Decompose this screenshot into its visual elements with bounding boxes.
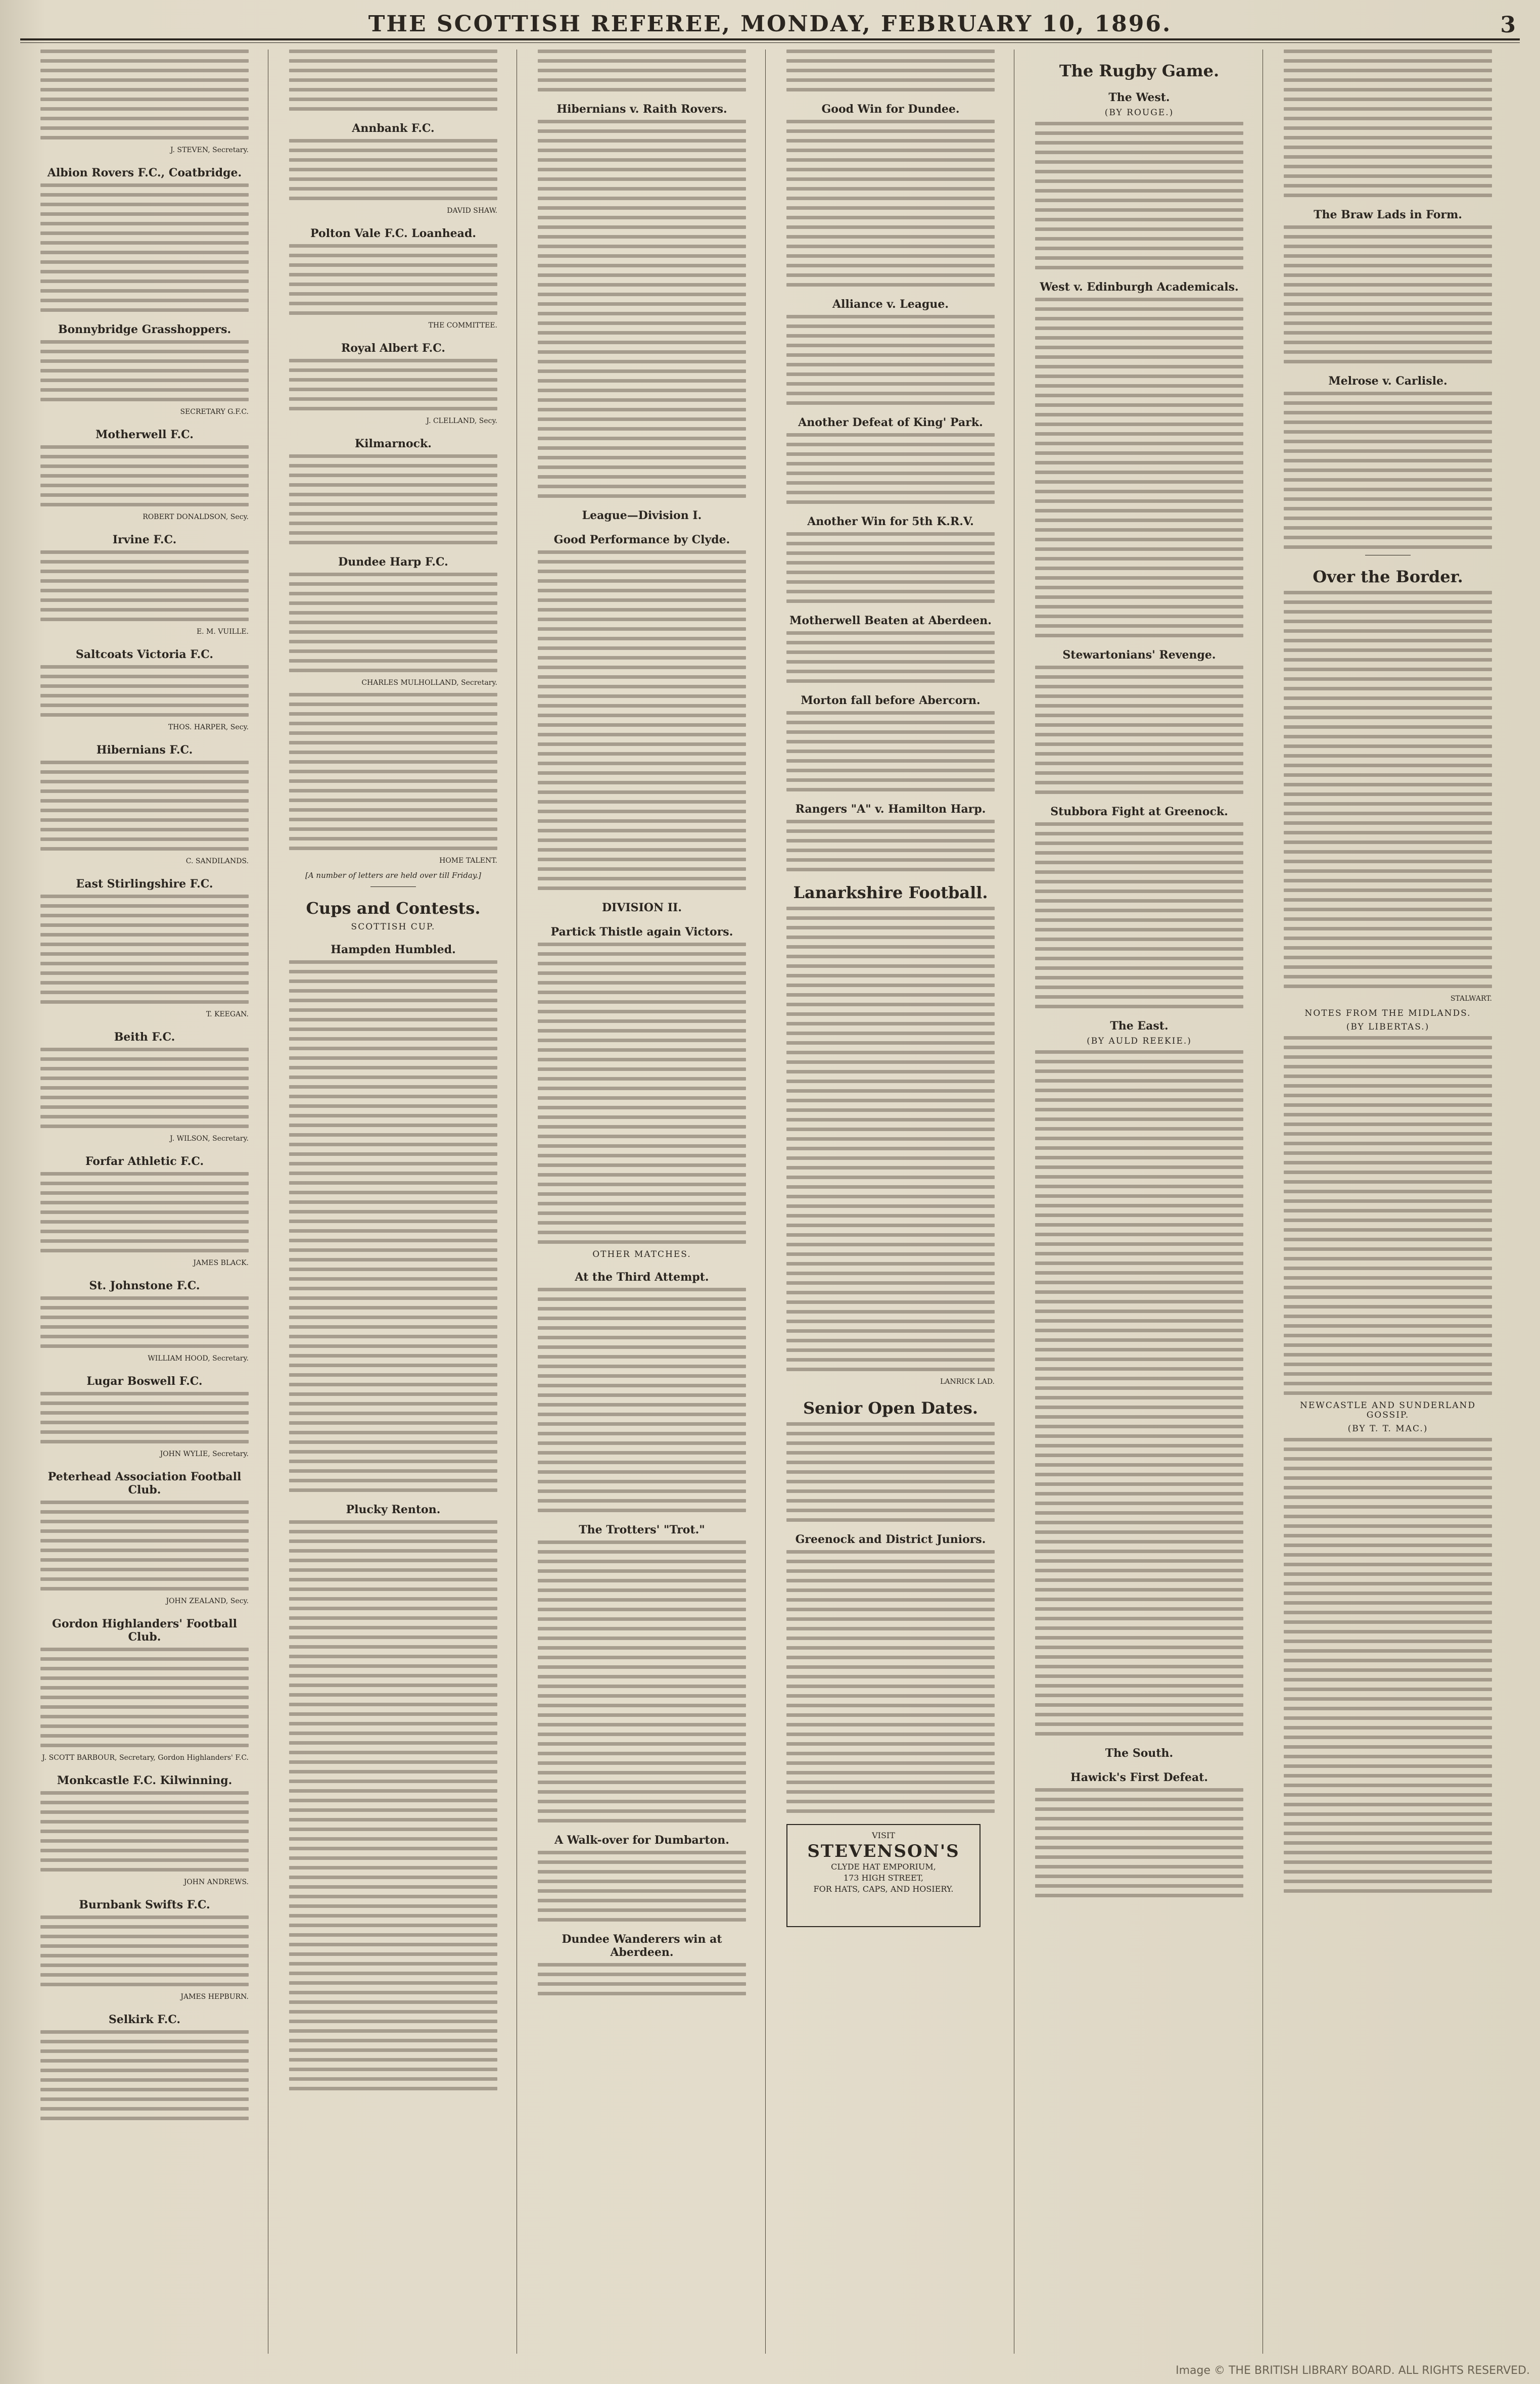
column-1 bbox=[40, 50, 249, 2354]
byline: (BY AULD REEKIE.) bbox=[1087, 1036, 1192, 1046]
column-5 bbox=[1035, 50, 1243, 2354]
section-title: Cups and Contests. bbox=[306, 899, 481, 918]
text-block bbox=[786, 907, 995, 1371]
byline: (BY T. T. MAC.) bbox=[1347, 1424, 1428, 1434]
text-block bbox=[1284, 225, 1492, 363]
section-heading: Stewartonians' Revenge. bbox=[1062, 648, 1216, 662]
section-title: Lanarkshire Football. bbox=[793, 883, 988, 902]
section-heading: Irvine F.C. bbox=[112, 533, 177, 546]
section-heading: Kilmarnock. bbox=[355, 437, 432, 450]
byline: (BY ROUGE.) bbox=[1104, 108, 1174, 118]
text-block bbox=[289, 244, 497, 315]
section-heading: Hampden Humbled. bbox=[331, 943, 456, 956]
text-block bbox=[40, 1501, 249, 1591]
copyright-notice: Image © THE BRITISH LIBRARY BOARD. ALL RIGHTS RESERVED. bbox=[1176, 2364, 1530, 2377]
section-heading: Lugar Boswell F.C. bbox=[86, 1375, 203, 1388]
section-heading: Royal Albert F.C. bbox=[341, 342, 446, 355]
note: [A number of letters are held over till Friday.] bbox=[305, 871, 481, 880]
section-heading: Gordon Highlanders' Football Club. bbox=[52, 1617, 237, 1644]
section-heading: Good Performance by Clyde. bbox=[553, 533, 730, 546]
section-heading: Dundee Wanderers win at Aberdeen. bbox=[562, 1933, 722, 1959]
text-block bbox=[786, 1550, 995, 1813]
column-2 bbox=[289, 50, 497, 2354]
text-block bbox=[538, 550, 746, 890]
text-block bbox=[40, 761, 249, 851]
signature: C. SANDILANDS. bbox=[185, 857, 249, 865]
text-block bbox=[289, 139, 497, 200]
text-block bbox=[40, 550, 249, 621]
signature: THOS. HARPER, Secy. bbox=[168, 723, 249, 731]
text-block bbox=[786, 711, 995, 791]
masthead bbox=[20, 9, 1520, 40]
byline: (BY LIBERTAS.) bbox=[1346, 1022, 1430, 1032]
section-heading: Burnbank Swifts F.C. bbox=[79, 1898, 210, 1911]
text-block bbox=[1035, 666, 1243, 794]
section-heading: Peterhead Association Football Club. bbox=[48, 1470, 242, 1497]
section-heading: Another Defeat of King' Park. bbox=[798, 416, 983, 429]
text-block bbox=[538, 1851, 746, 1922]
text-block bbox=[538, 1963, 746, 1995]
text-block bbox=[40, 1296, 249, 1348]
text-block bbox=[289, 454, 497, 544]
text-block bbox=[538, 943, 746, 1244]
section-heading: Hibernians v. Raith Rovers. bbox=[556, 103, 727, 116]
page-number: 3 bbox=[1500, 12, 1516, 38]
section-heading: Dundee Harp F.C. bbox=[338, 555, 448, 569]
section-title: Senior Open Dates. bbox=[803, 1398, 978, 1418]
text-block bbox=[1284, 1438, 1492, 1893]
signature: CHARLES MULHOLLAND, Secretary. bbox=[361, 679, 497, 687]
text-block bbox=[538, 1540, 746, 1822]
signature: E. M. VUILLE. bbox=[196, 628, 249, 636]
text-block bbox=[786, 532, 995, 603]
section-heading: The Braw Lads in Form. bbox=[1314, 208, 1462, 221]
ad-line: 173 HIGH STREET, bbox=[843, 1873, 924, 1883]
signature: LANRICK LAD. bbox=[940, 1378, 995, 1386]
text-block bbox=[1284, 50, 1492, 197]
section-heading: Hibernians F.C. bbox=[96, 743, 193, 757]
section-heading: Good Win for Dundee. bbox=[821, 103, 960, 116]
text-block bbox=[40, 1392, 249, 1443]
text-block bbox=[40, 445, 249, 506]
column-6 bbox=[1284, 50, 1492, 2354]
text-block bbox=[1284, 1036, 1492, 1395]
column-3 bbox=[538, 50, 746, 2354]
signature: DAVID SHAW. bbox=[447, 207, 497, 215]
text-block bbox=[289, 359, 497, 410]
signature: J. STEVEN, Secretary. bbox=[170, 146, 249, 154]
signature: THE COMMITTEE. bbox=[428, 321, 497, 330]
text-block bbox=[1035, 298, 1243, 637]
text-block bbox=[786, 50, 995, 91]
section-heading: Beith F.C. bbox=[114, 1031, 175, 1044]
text-block bbox=[289, 960, 497, 1492]
text-block bbox=[40, 665, 249, 717]
section-heading: Albion Rovers F.C., Coatbridge. bbox=[47, 166, 242, 179]
section-heading: Another Win for 5th K.R.V. bbox=[807, 515, 974, 528]
signature: HOME TALENT. bbox=[439, 857, 497, 865]
section-heading: DIVISION II. bbox=[601, 901, 682, 914]
section-heading: The East. bbox=[1110, 1019, 1169, 1033]
advertisement-box bbox=[786, 1824, 981, 1927]
masthead-title: THE SCOTTISH REFEREE, MONDAY, FEBRUARY 10, 1896. bbox=[368, 11, 1172, 37]
section-heading: St. Johnstone F.C. bbox=[89, 1279, 200, 1292]
signature: WILLIAM HOOD, Secretary. bbox=[148, 1354, 249, 1363]
section-heading: At the Third Attempt. bbox=[575, 1271, 709, 1284]
ad-visit: VISIT bbox=[872, 1831, 895, 1840]
column-4 bbox=[786, 50, 995, 2354]
text-block bbox=[1035, 1788, 1243, 1897]
text-block bbox=[40, 895, 249, 1004]
section-heading: League—Division I. bbox=[582, 509, 702, 522]
text-block bbox=[40, 183, 249, 312]
ad-line: FOR HATS, CAPS, AND HOSIERY. bbox=[813, 1884, 954, 1894]
text-block bbox=[40, 340, 249, 401]
signature: J. CLELLAND, Secy. bbox=[426, 417, 497, 425]
section-heading: Plucky Renton. bbox=[346, 1503, 441, 1516]
text-block bbox=[40, 2030, 249, 2120]
signature: ROBERT DONALDSON, Secy. bbox=[143, 513, 249, 521]
section-heading: Morton fall before Abercorn. bbox=[801, 694, 981, 707]
text-block bbox=[1284, 392, 1492, 549]
text-block bbox=[1284, 591, 1492, 988]
signature: J. WILSON, Secretary. bbox=[170, 1135, 249, 1143]
section-subtitle: NEWCASTLE AND SUNDERLAND GOSSIP. bbox=[1299, 1400, 1476, 1420]
text-block bbox=[40, 1048, 249, 1128]
section-heading: Alliance v. League. bbox=[832, 298, 949, 311]
signature: JOHN ZEALAND, Secy. bbox=[166, 1597, 249, 1605]
section-heading: Melrose v. Carlisle. bbox=[1328, 375, 1448, 388]
text-block bbox=[289, 573, 497, 672]
section-heading: West v. Edinburgh Academicals. bbox=[1040, 281, 1239, 294]
section-subtitle: NOTES FROM THE MIDLANDS. bbox=[1304, 1008, 1471, 1018]
section-heading: Polton Vale F.C. Loanhead. bbox=[310, 227, 476, 240]
text-block bbox=[1035, 1050, 1243, 1736]
text-block bbox=[786, 315, 995, 405]
text-block bbox=[289, 1520, 497, 2090]
text-block bbox=[786, 120, 995, 287]
section-heading: Motherwell Beaten at Aberdeen. bbox=[789, 614, 992, 627]
section-title: The Rugby Game. bbox=[1059, 61, 1220, 80]
signature: SECRETARY G.F.C. bbox=[180, 408, 249, 416]
section-heading: A Walk-over for Dumbarton. bbox=[554, 1834, 729, 1847]
section-heading: East Stirlingshire F.C. bbox=[76, 877, 213, 891]
signature: T. KEEGAN. bbox=[206, 1010, 249, 1018]
text-block bbox=[538, 50, 746, 91]
text-block bbox=[786, 433, 995, 504]
signature: J. SCOTT BARBOUR, Secretary, Gordon Highlanders' F.C. bbox=[42, 1754, 249, 1762]
section-heading: Monkcastle F.C. Kilwinning. bbox=[57, 1774, 232, 1787]
text-block bbox=[1035, 822, 1243, 1008]
section-heading: Partick Thistle again Victors. bbox=[550, 925, 733, 939]
section-heading: Hawick's First Defeat. bbox=[1070, 1771, 1208, 1784]
text-block bbox=[40, 50, 249, 139]
text-block bbox=[786, 820, 995, 871]
signature: JAMES BLACK. bbox=[193, 1259, 249, 1267]
section-heading: Forfar Athletic F.C. bbox=[85, 1155, 204, 1168]
section-heading: The Trotters' "Trot." bbox=[579, 1523, 705, 1536]
section-heading: Rangers "A" v. Hamilton Harp. bbox=[795, 803, 986, 816]
section-heading: The West. bbox=[1108, 91, 1170, 104]
section-heading: Annbank F.C. bbox=[352, 122, 435, 135]
section-heading: Selkirk F.C. bbox=[108, 2013, 181, 2026]
section-heading: Saltcoats Victoria F.C. bbox=[75, 648, 214, 661]
section-heading: Greenock and District Juniors. bbox=[795, 1533, 986, 1546]
text-block bbox=[40, 1915, 249, 1986]
text-block bbox=[289, 50, 497, 111]
section-heading: Motherwell F.C. bbox=[96, 428, 194, 441]
signature: JAMES HEPBURN. bbox=[180, 1993, 249, 2001]
text-block bbox=[786, 1422, 995, 1522]
ad-name: STEVENSON'S bbox=[807, 1841, 960, 1861]
text-block bbox=[538, 1288, 746, 1512]
signature: JOHN WYLIE, Secretary. bbox=[160, 1450, 249, 1458]
signature: JOHN ANDREWS. bbox=[183, 1878, 249, 1886]
text-block bbox=[40, 1791, 249, 1872]
text-block bbox=[289, 693, 497, 850]
divider bbox=[370, 886, 416, 887]
text-block bbox=[1035, 122, 1243, 269]
text-block bbox=[786, 631, 995, 683]
text-block bbox=[538, 120, 746, 498]
section-heading: Bonnybridge Grasshoppers. bbox=[58, 323, 231, 336]
text-block bbox=[40, 1648, 249, 1747]
column-rule bbox=[765, 50, 766, 2354]
section-subtitle: SCOTTISH CUP. bbox=[351, 922, 436, 932]
text-block bbox=[40, 1172, 249, 1252]
section-heading: The South. bbox=[1105, 1747, 1174, 1760]
section-heading: Stubbora Fight at Greenock. bbox=[1050, 805, 1228, 818]
section-title: Over the Border. bbox=[1313, 567, 1463, 586]
signature: STALWART. bbox=[1450, 995, 1492, 1003]
section-subtitle: OTHER MATCHES. bbox=[592, 1249, 691, 1259]
masthead-rule bbox=[20, 42, 1520, 43]
ad-line: CLYDE HAT EMPORIUM, bbox=[831, 1862, 936, 1872]
